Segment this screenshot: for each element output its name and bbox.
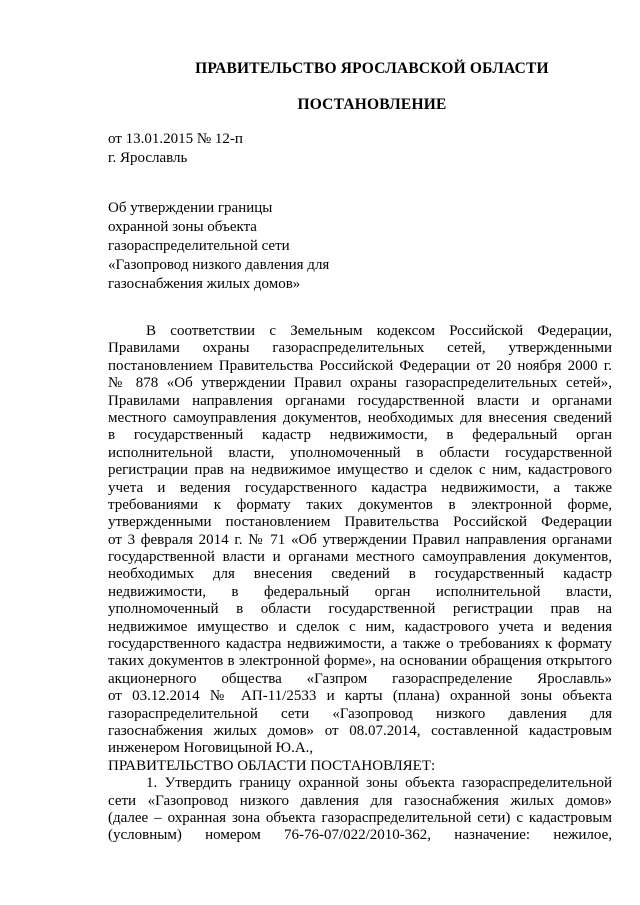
item-1-line: (условным) номером 76-76-07/022/2010-362, назначение: нежилое, bbox=[108, 827, 612, 844]
preamble-line: таких документов в электронной форме», на основании обращения открытого bbox=[108, 653, 612, 670]
preamble-line: Правилами направления органами государственной власти и органами bbox=[108, 392, 612, 409]
preamble-line: в государственный кадастр недвижимости, в федеральный орган bbox=[108, 427, 612, 444]
preamble-line: Правилами охраны газораспределительных сетей, утвержденными bbox=[108, 340, 612, 357]
preamble-line: государственного кадастра недвижимости, а также о требованиях к формату bbox=[108, 636, 612, 653]
subject-line: газоснабжения жилых домов» bbox=[108, 276, 301, 292]
preamble-line: регистрации прав на недвижимое имущество и сделок с ним, кадастрового bbox=[108, 462, 612, 479]
preamble-line: газораспределительной сети «Газопровод низкого давления для bbox=[108, 705, 612, 722]
preamble-line: местного самоуправления документов, необходимых для внесения сведений bbox=[108, 409, 612, 426]
preamble-line: постановлением Правительства Российской Федерации от 20 ноября 2000 г. bbox=[108, 357, 612, 374]
preamble-line: требованиями к формату таких документов в электронной форме, bbox=[108, 496, 612, 513]
preamble-line: акционерного общества «Газпром газораспределение Ярославль» bbox=[108, 670, 612, 687]
preamble-line: инженером Ноговицыной Ю.А., bbox=[108, 740, 314, 757]
resolves-line: ПРАВИТЕЛЬСТВО ОБЛАСТИ ПОСТАНОВЛЯЕТ: bbox=[108, 757, 436, 774]
item-1-line: (далее – охранная зона объекта газораспределительной сети) с кадастровым bbox=[108, 809, 612, 826]
item-1-line: сети «Газопровод низкого давления для газоснабжения жилых домов» bbox=[108, 792, 612, 809]
subject-line: охранной зоны объекта bbox=[108, 219, 257, 235]
preamble-line: от 03.12.2014 № АП-11/2533 и карты (плана) охранной зоны объекта bbox=[108, 688, 612, 705]
preamble-line: учета и ведения государственного кадастра недвижимости, а также bbox=[108, 479, 612, 496]
preamble-line: недвижимости, в федеральный орган исполнительной власти, bbox=[108, 583, 612, 600]
preamble-line: В соответствии с Земельным кодексом Российской Федерации, bbox=[146, 323, 612, 339]
subject-line: «Газопровод низкого давления для bbox=[108, 257, 330, 273]
subject-line: Об утверждении границы bbox=[108, 200, 273, 216]
preamble-line: недвижимое имущество и сделок с ним, кадастрового учета и ведения bbox=[108, 618, 612, 635]
preamble-line: № 878 «Об утверждении Правил охраны газораспределительных сетей», bbox=[108, 375, 612, 392]
preamble-line: газоснабжения жилых домов» от 08.07.2014, составленной кадастровым bbox=[108, 722, 612, 739]
document-body bbox=[108, 323, 612, 845]
preamble-line: утвержденными постановлением Правительства Российской Федерации bbox=[108, 514, 612, 531]
document-type-heading: ПОСТАНОВЛЕНИЕ bbox=[297, 96, 447, 113]
subject-block bbox=[108, 199, 329, 294]
preamble-line: уполномоченный в области государственной регистрации прав на bbox=[108, 601, 612, 618]
date-number: от 13.01.2015 № 12-п bbox=[108, 131, 243, 147]
item-1-line: 1. Утвердить границу охранной зоны объекта газораспределительной bbox=[146, 775, 612, 792]
preamble-line: исполнительной власти, уполномоченный в области государственной bbox=[108, 444, 612, 461]
subject-line: газораспределительной сети bbox=[108, 238, 290, 254]
preamble-line: государственной власти и органами местного самоуправления документов, bbox=[108, 549, 612, 566]
preamble-line: необходимых для внесения сведений в государственный кадастр bbox=[108, 566, 612, 583]
preamble-line: от 3 февраля 2014 г. № 71 «Об утверждении Правил направления органами bbox=[108, 531, 612, 548]
government-heading: ПРАВИТЕЛЬСТВО ЯРОСЛАВСКОЙ ОБЛАСТИ bbox=[195, 60, 549, 77]
city: г. Ярославль bbox=[108, 150, 188, 166]
